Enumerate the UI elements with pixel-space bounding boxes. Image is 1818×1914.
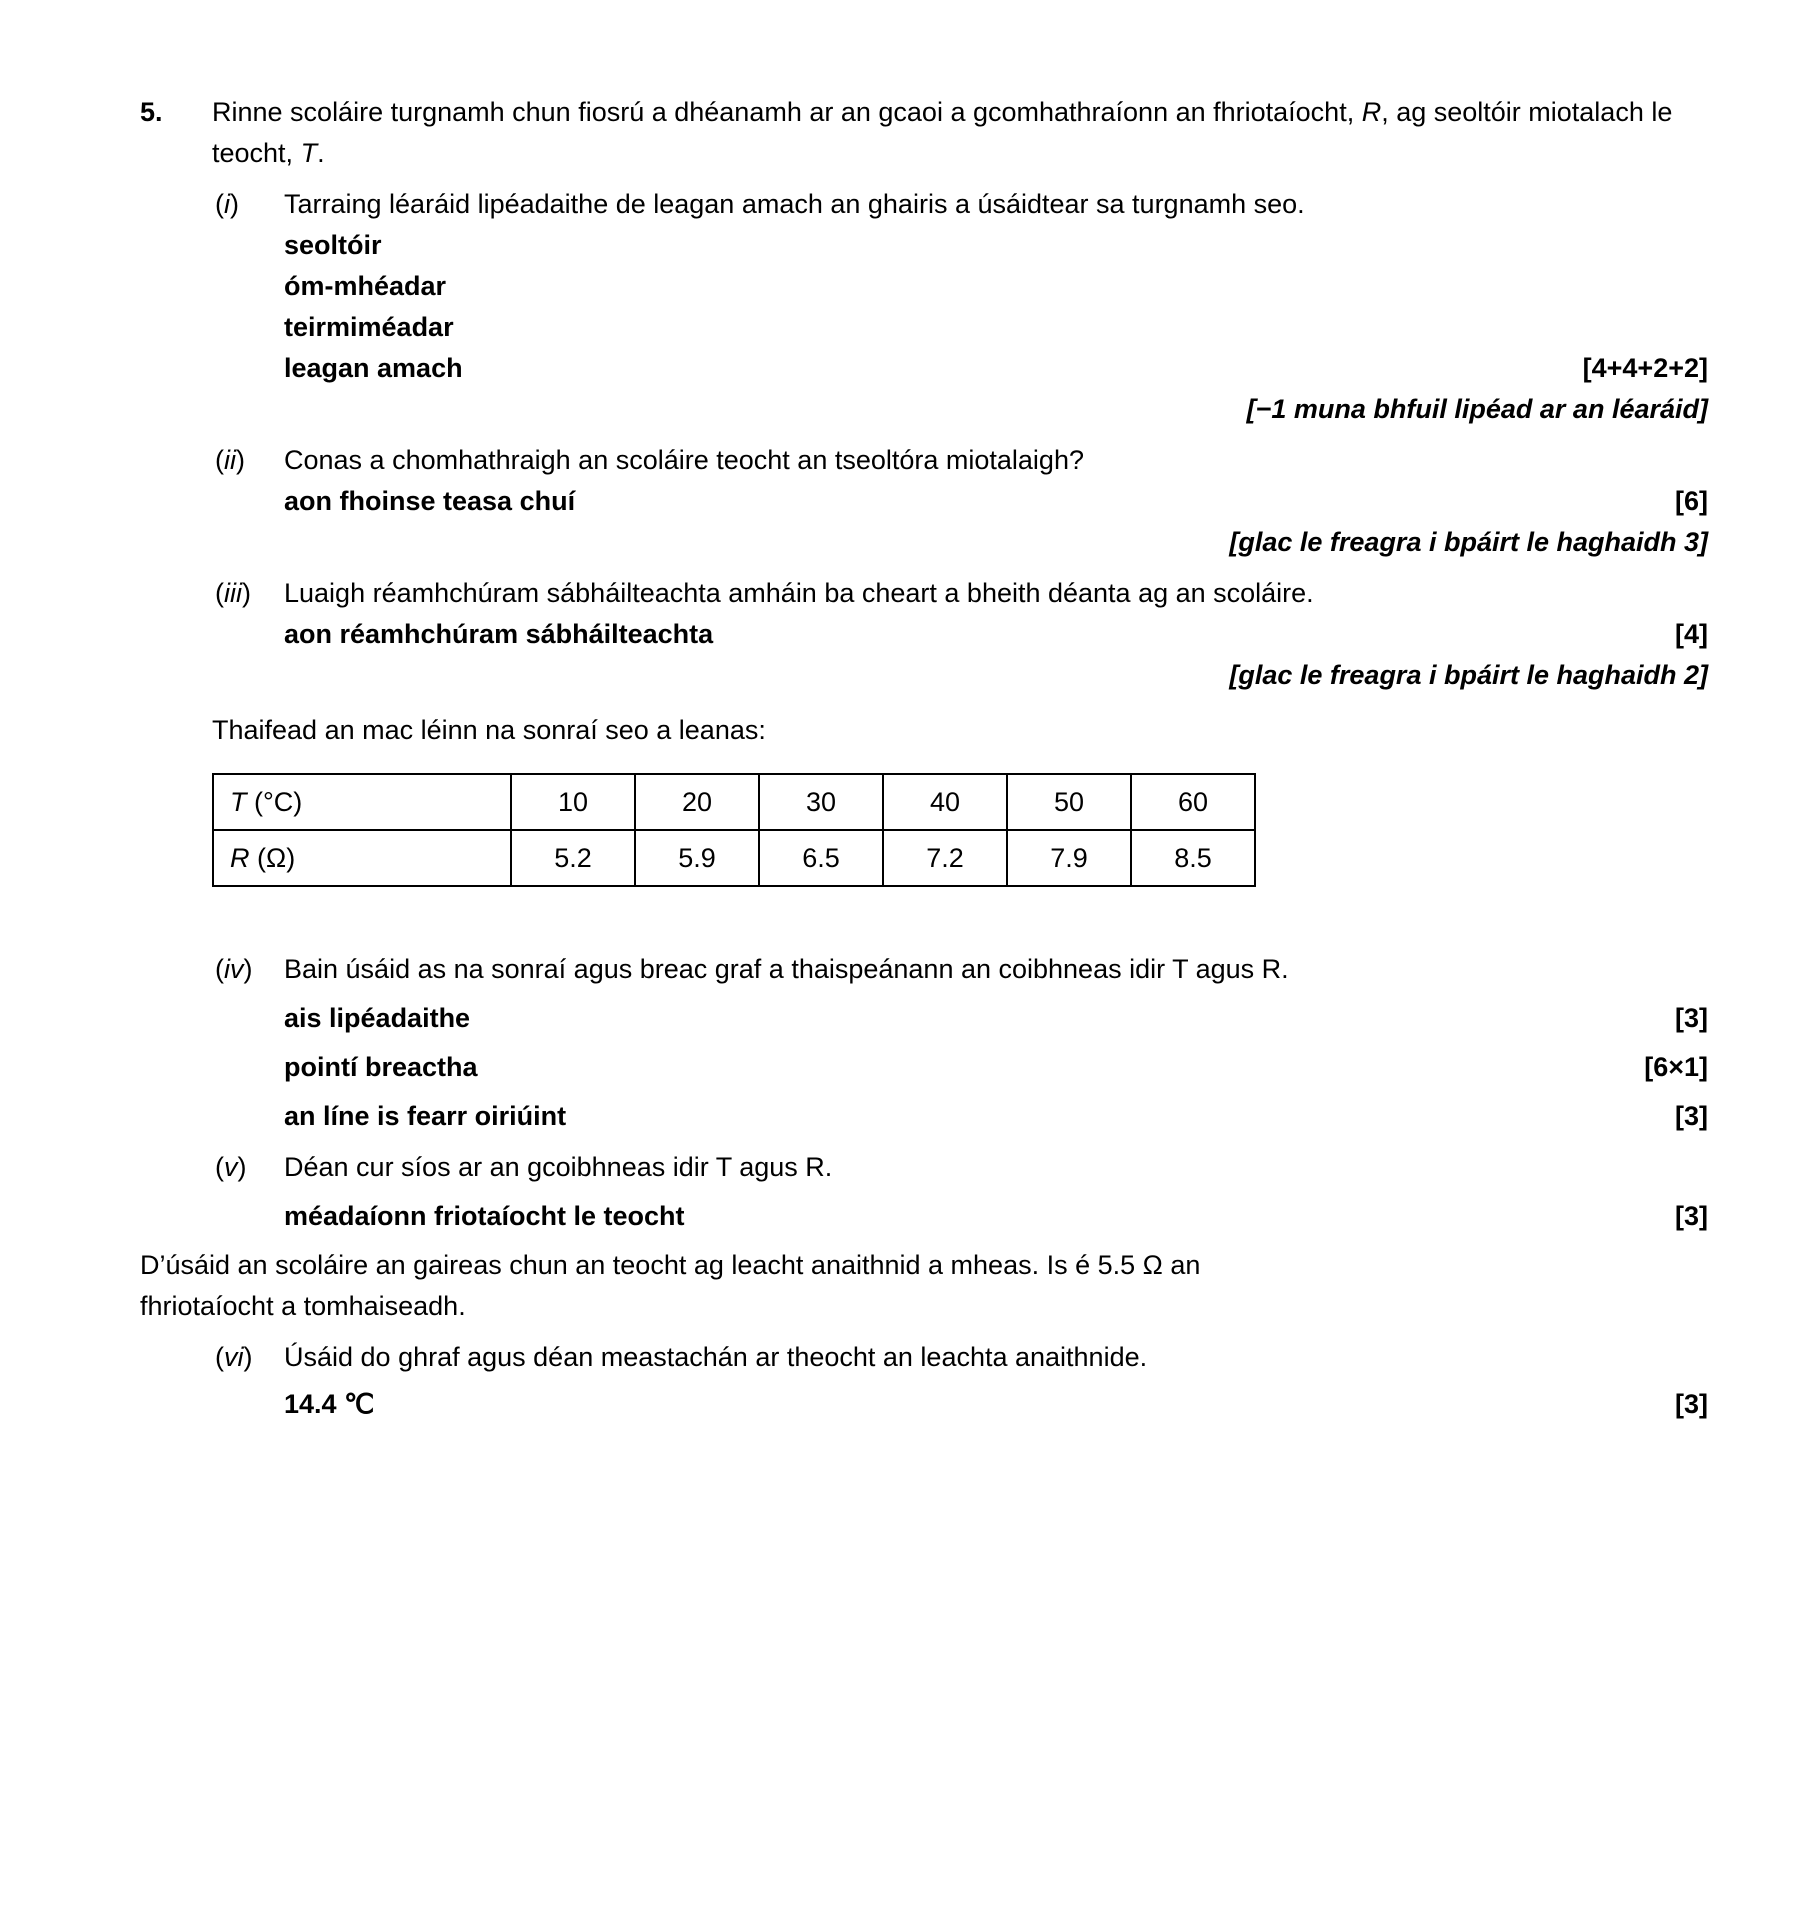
- part-iv-paren-open: (: [215, 954, 224, 984]
- part-iv-mark-1: [3]: [1675, 1003, 1708, 1033]
- part-i-answer-4-row: [284, 348, 1708, 389]
- part-iv-answer-row-3: [284, 1096, 1708, 1137]
- part-iv: [212, 949, 1708, 990]
- part-v-text: Déan cur síos ar an gcoibhneas idir T agus R.: [284, 1152, 833, 1182]
- part-v-roman: v: [224, 1152, 238, 1182]
- part-i-answer-1: seoltóir: [284, 230, 382, 260]
- cell-R-4: 7.2: [883, 830, 1007, 886]
- table-row: [213, 830, 1255, 886]
- part-iv-answer-3: an líne is fearr oiriúint: [284, 1101, 567, 1131]
- question-stem: [212, 92, 1708, 174]
- part-vi: [212, 1337, 1708, 1378]
- closing-paragraph: D’úsáid an scoláire an gaireas chun an teocht ag leacht anaithnid a mheas. Is é 5.5 Ω an fhriotaíocht a tomhaiseadh.: [140, 1250, 1201, 1321]
- part-ii-text: Conas a chomhathraigh an scoláire teocht an tseoltóra miotalaigh?: [284, 445, 1084, 475]
- part-i-text: Tarraing léaráid lipéadaithe de leagan amach an ghairis a úsáidtear sa turgnamh seo.: [284, 189, 1305, 219]
- row-header-temperature: [213, 774, 511, 830]
- part-vi-mark: [3]: [1675, 1389, 1708, 1419]
- question-stem-row: [140, 92, 1708, 174]
- cell-R-1: 5.2: [511, 830, 635, 886]
- part-v-mark: [3]: [1675, 1201, 1708, 1231]
- cell-T-5: 50: [1007, 774, 1131, 830]
- part-v-paren-close: ): [237, 1152, 247, 1182]
- part-i-answer-4: leagan amach: [284, 353, 463, 383]
- cell-R-5: 7.9: [1007, 830, 1131, 886]
- part-v-answer: méadaíonn friotaíocht le teocht: [284, 1201, 685, 1231]
- cell-T-2: 20: [635, 774, 759, 830]
- part-i-roman: i: [224, 189, 230, 219]
- cell-T-6: 60: [1131, 774, 1255, 830]
- part-v-label: [212, 1147, 284, 1188]
- table-bottom-spacer: [140, 887, 1708, 939]
- variable-T: T: [300, 138, 318, 168]
- part-i-note: [−1 muna bhfuil lipéad ar an léaráid]: [1246, 394, 1708, 424]
- part-i-paren-close: ): [230, 189, 239, 219]
- part-iii-roman: iii: [224, 578, 242, 608]
- part-iii-paren-open: (: [215, 578, 224, 608]
- part-ii-roman: ii: [224, 445, 236, 475]
- cell-R-6: 8.5: [1131, 830, 1255, 886]
- part-iii-paren-close: ): [242, 578, 251, 608]
- row-header-resistance: [213, 830, 511, 886]
- part-v-answer-row: [284, 1196, 1708, 1237]
- cell-R-3: 6.5: [759, 830, 883, 886]
- question-parts-container-2: [140, 949, 1708, 1425]
- unit-ohm: (Ω): [257, 842, 296, 873]
- part-ii-answer: aon fhoinse teasa chuí: [284, 486, 576, 516]
- part-ii-note: [glac le freagra i bpáirt le haghaidh 3]: [1229, 527, 1708, 557]
- part-vi-text: Úsáid do ghraf agus déan meastachán ar theocht an leachta anaithnide.: [284, 1342, 1148, 1372]
- cell-T-1: 10: [511, 774, 635, 830]
- part-ii: [212, 440, 1708, 481]
- part-i: [212, 184, 1708, 225]
- table-intro: Thaifead an mac léinn na sonraí seo a leanas:: [212, 715, 766, 745]
- part-iv-mark-2: [6×1]: [1644, 1052, 1708, 1082]
- question-parts-container: [212, 184, 1708, 751]
- data-table: [212, 773, 1256, 887]
- part-i-paren-open: (: [215, 189, 224, 219]
- part-iii-label: [212, 573, 284, 614]
- part-ii-paren-open: (: [215, 445, 224, 475]
- variable-R: R: [1361, 97, 1382, 127]
- part-iv-paren-close: ): [243, 954, 253, 984]
- part-ii-mark: [6]: [1675, 486, 1708, 516]
- part-iii-answer: aon réamhchúram sábháilteachta: [284, 619, 714, 649]
- part-ii-answer-row: [284, 481, 1708, 522]
- cell-T-4: 40: [883, 774, 1007, 830]
- part-vi-paren-open: (: [215, 1342, 224, 1372]
- part-iv-label: [212, 949, 284, 990]
- question-stem-part-a: Rinne scoláire turgnamh chun fiosrú a dhéanamh ar an gcaoi a gcomhathraíonn an fhriotaíocht,: [212, 97, 1362, 127]
- data-table-wrap: [212, 773, 1708, 887]
- part-v-paren-open: (: [215, 1152, 224, 1182]
- cell-R-2: 5.9: [635, 830, 759, 886]
- question-stem-part-b: , ag seoltóir miotalach le teocht,: [212, 97, 1673, 168]
- part-iv-text: Bain úsáid as na sonraí agus breac graf a thaispeánann an coibhneas idir T agus R.: [284, 954, 1289, 984]
- part-iii-text: Luaigh réamhchúram sábháilteachta amháin ba cheart a bheith déanta ag an scoláire.: [284, 578, 1314, 608]
- part-v: [212, 1147, 1708, 1188]
- part-ii-label: [212, 440, 284, 481]
- symbol-R: R: [230, 842, 250, 873]
- part-vi-roman: vi: [224, 1342, 244, 1372]
- part-vi-answer-row: [284, 1384, 1708, 1425]
- part-ii-paren-close: ): [236, 445, 245, 475]
- part-vi-paren-close: ): [243, 1342, 253, 1372]
- part-vi-label: [212, 1337, 284, 1378]
- part-iii: [212, 573, 1708, 614]
- part-iii-note: [glac le freagra i bpáirt le haghaidh 2]: [1229, 660, 1708, 690]
- part-i-mark-4: [4+4+2+2]: [1582, 353, 1708, 383]
- part-iv-answer-row-2: [284, 1047, 1708, 1088]
- symbol-T: T: [230, 786, 247, 817]
- part-iv-mark-3: [3]: [1675, 1101, 1708, 1131]
- question-number: 5.: [140, 97, 163, 127]
- part-iv-answer-2: pointí breactha: [284, 1052, 478, 1082]
- part-i-answer-2: óm-mhéadar: [284, 271, 447, 301]
- part-iv-roman: iv: [224, 954, 244, 984]
- part-iii-answer-row: [284, 614, 1708, 655]
- part-iv-answer-1: ais lipéadaithe: [284, 1003, 471, 1033]
- table-row: [213, 774, 1255, 830]
- cell-T-3: 30: [759, 774, 883, 830]
- unit-celsius: (°C): [254, 786, 303, 817]
- part-i-label: [212, 184, 284, 225]
- part-i-answer-3: teirmiméadar: [284, 312, 454, 342]
- question-stem-part-c: .: [317, 138, 325, 168]
- part-iii-mark: [4]: [1675, 619, 1708, 649]
- part-iv-answer-row-1: [284, 998, 1708, 1039]
- part-vi-answer: 14.4 ℃: [284, 1389, 375, 1419]
